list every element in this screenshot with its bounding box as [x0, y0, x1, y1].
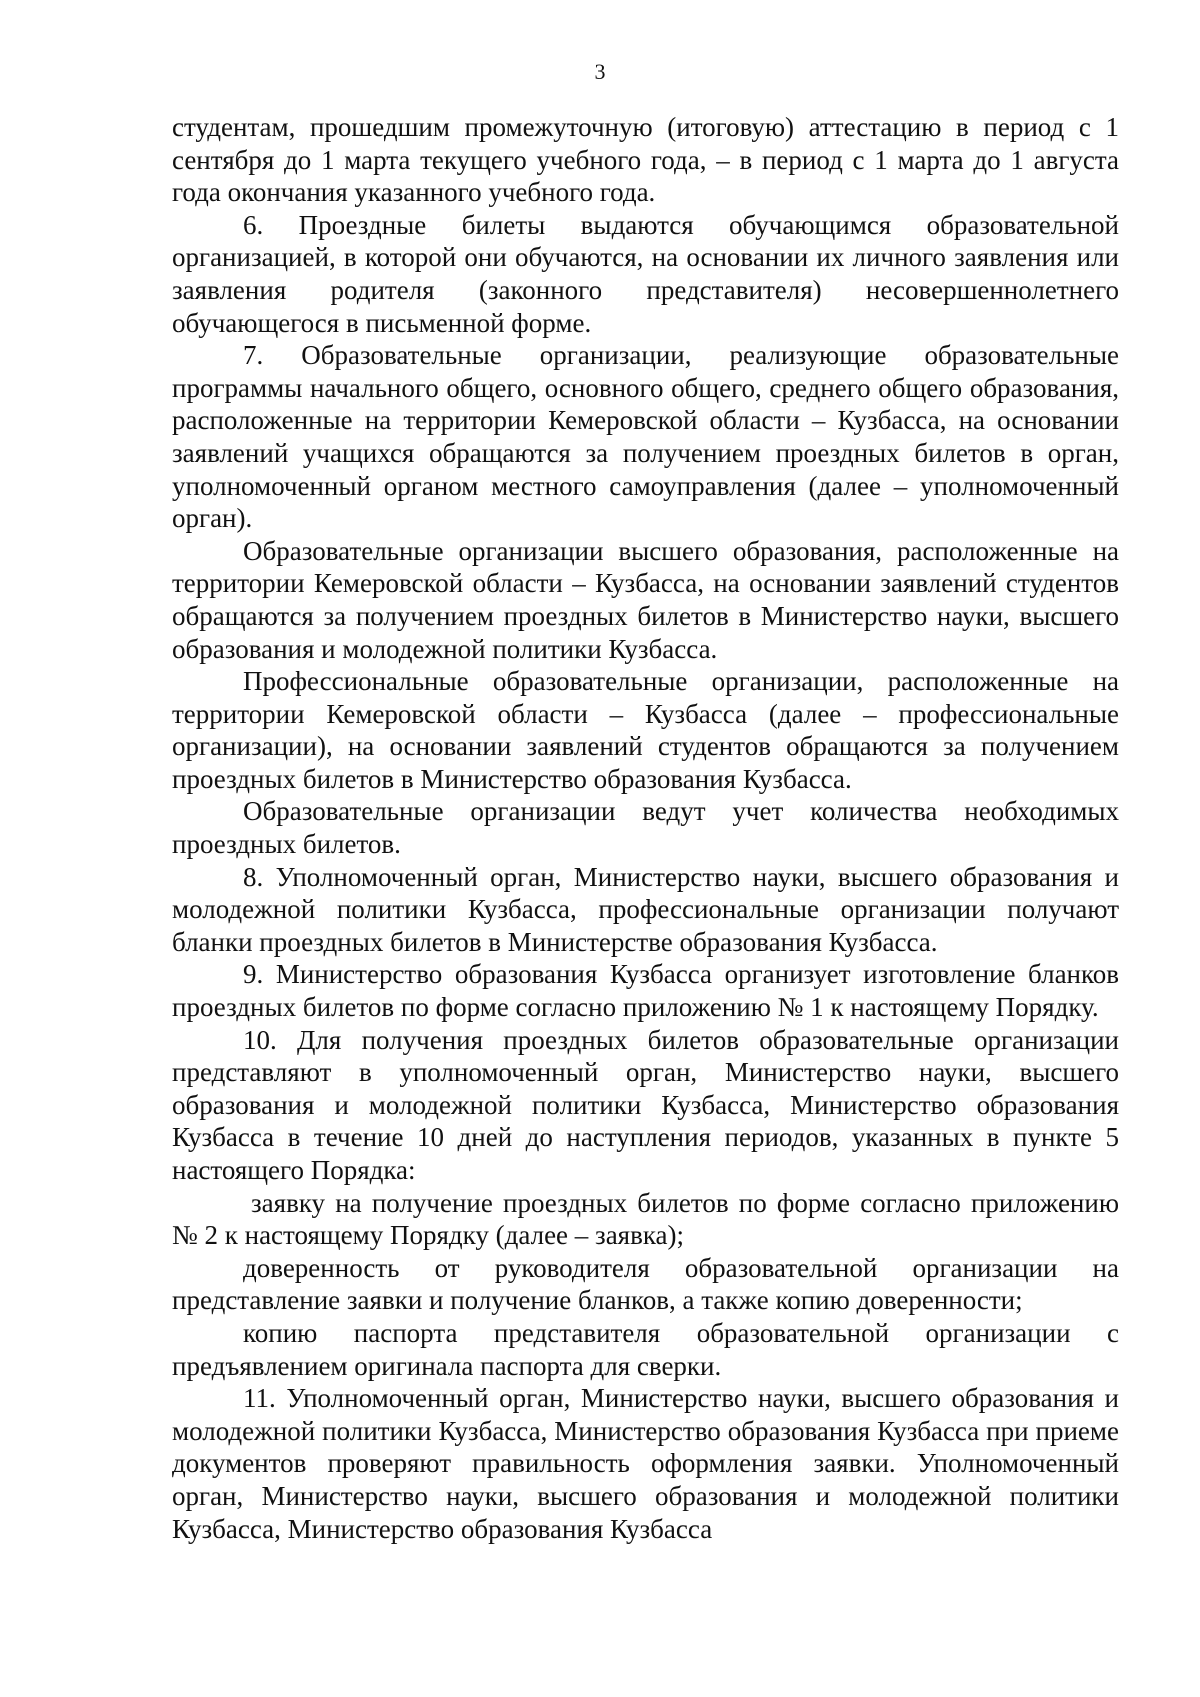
paragraph-item-11: 11. Уполномоченный орган, Министерство науки, высшего образования и молодежной политики Кузбасса, Министерство образования Кузбасса при приеме документов проверяют правильность оформления заявки. Уполномоченный орган, Министерство науки, высшего образования и молодежной политики Кузбасса, Министерство образования Кузбасса — [172, 1383, 1119, 1544]
paragraph-ticket-accounting: Образовательные организации ведут учет количества необходимых проездных билетов. — [172, 796, 1119, 860]
paragraph-passport-copy: копию паспорта представителя образовательной организации с предъявлением оригинала паспорта для сверки. — [172, 1317, 1119, 1381]
paragraph-power-of-attorney: доверенность от руководителя образовательной организации на представление заявки и получение бланков, а также копию доверенности; — [172, 1252, 1119, 1316]
document-body — [172, 111, 1119, 1545]
paragraph-application: заявку на получение проездных билетов по форме согласно приложению № 2 к настоящему Порядку (далее – заявка); — [172, 1187, 1119, 1251]
paragraph-continuation: студентам, прошедшим промежуточную (итоговую) аттестацию в период с 1 сентября до 1 марта текущего учебного года, – в период с 1 марта до 1 августа года окончания указанного учебного года. — [172, 112, 1119, 208]
paragraph-item-9: 9. Министерство образования Кузбасса организует изготовление бланков проездных билетов по форме согласно приложению № 1 к настоящему Порядку. — [172, 959, 1119, 1023]
paragraph-item-6: 6. Проездные билеты выдаются обучающимся образовательной организацией, в которой они обучаются, на основании их личного заявления или заявления родителя (законного представителя) несовершеннолетнего обучающегося в письменной форме. — [172, 209, 1119, 338]
paragraph-professional-organizations: Профессиональные образовательные организации, расположенные на территории Кемеровской области – Кузбасса (далее – профессиональные организации), на основании заявлений студентов обращаются за получением проездных билетов в Министерство образования Кузбасса. — [172, 666, 1119, 794]
page-number: 3 — [594, 59, 606, 84]
paragraph-higher-education: Образовательные организации высшего образования, расположенные на территории Кемеровской области – Кузбасса, на основании заявлений студентов обращаются за получением проездных билетов в Министерство науки, высшего образования и молодежной политики Кузбасса. — [172, 535, 1119, 664]
paragraph-item-8: 8. Уполномоченный орган, Министерство науки, высшего образования и молодежной политики Кузбасса, профессиональные организации получают бланки проездных билетов в Министерстве образования Кузбасса. — [172, 861, 1119, 957]
paragraph-item-10: 10. Для получения проездных билетов образовательные организации представляют в уполномоченный орган, Министерство науки, высшего образования и молодежной политики Кузбасса, Министерство образования Кузбасса в течение 10 дней до наступления периодов, указанных в пункте 5 настоящего Порядка: — [172, 1024, 1119, 1185]
paragraph-item-7: 7. Образовательные организации, реализующие образовательные программы начального общего, основного общего, среднего общего образования, расположенные на территории Кемеровской области – Кузбасса, на основании заявлений учащихся обращаются за получением проездных билетов в орган, уполномоченный органом местного самоуправления (далее – уполномоченный орган). — [172, 340, 1119, 534]
